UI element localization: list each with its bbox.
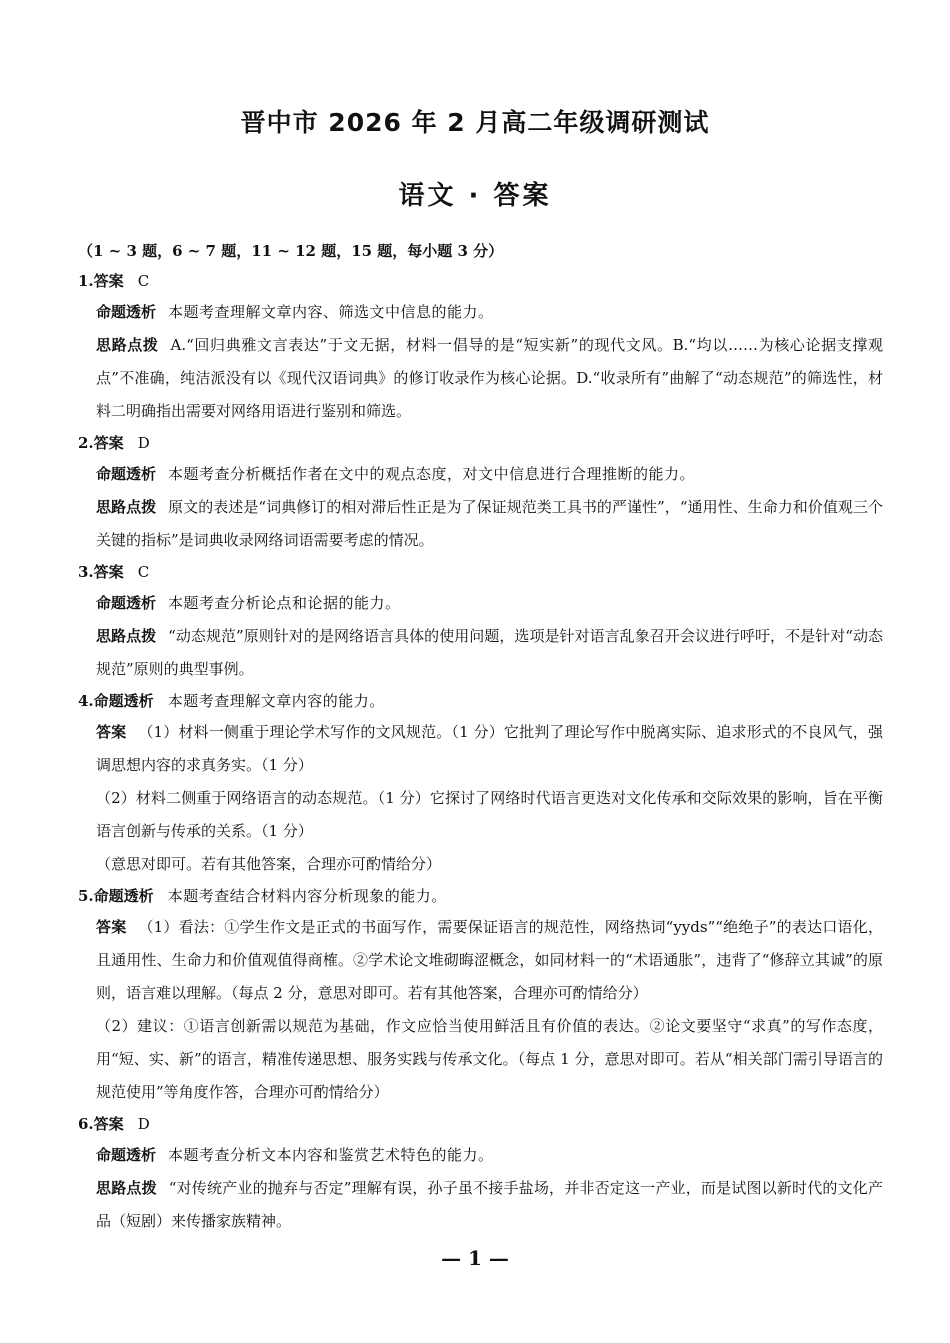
hint-text: “动态规范”原则针对的是网络语言具体的使用问题，选项是针对语言乱象召开会议进行呼吁，不是针对“动态规范”原则的典型事例。 xyxy=(96,627,883,678)
question-5-answer-2: （2）建议：①语言创新需以规范为基础，作文应恰当使用鲜活且有价值的表达。②论文要坚守“求真”的写作态度，用“短、实、新”的语言，精准传递思想、服务实践与传承文化。（每点 1 分，意思对即可。若从“相关部门需引导语言的规范使用”等角度作答，合理亦可酌情给分） xyxy=(96,1017,883,1101)
answer-label: 答案 xyxy=(93,434,124,452)
hint-label: 思路点拨 xyxy=(96,1179,157,1197)
intent-label: 命题透析 xyxy=(96,1146,157,1164)
question-number: 6. xyxy=(78,1115,94,1133)
answer-label: 答案 xyxy=(93,272,124,290)
question-4-answer-1 xyxy=(96,716,883,782)
answer-label: 答案 xyxy=(96,918,127,936)
question-4-answer-2: （2）材料二侧重于网络语言的动态规范。（1 分）它探讨了网络时代语言更迭对文化传承和交际效果的影响，旨在平衡语言创新与传承的关系。（1 分） xyxy=(96,789,883,840)
answer-content xyxy=(78,236,883,1238)
question-number: 3. xyxy=(78,563,94,581)
question-2-hint xyxy=(96,491,883,557)
hint-text: “对传统产业的抛弃与否定”理解有误，孙子虽不接手盐场，并非否定这一产业，而是试图以新时代的文化产品（短剧）来传播家族精神。 xyxy=(96,1179,883,1230)
question-1-header xyxy=(78,266,883,296)
question-3-header xyxy=(78,557,883,587)
question-number: 1. xyxy=(78,272,94,290)
answer-value: D xyxy=(137,1115,150,1133)
question-4-answer-note: （意思对即可。若有其他答案，合理亦可酌情给分） xyxy=(96,855,442,873)
answer-value: D xyxy=(137,434,150,452)
question-number: 4. xyxy=(78,692,94,710)
answer-value: C xyxy=(137,272,150,290)
question-5-answer-1 xyxy=(96,911,883,1010)
hint-label: 思路点拨 xyxy=(96,498,157,516)
question-5-header xyxy=(78,881,883,911)
answer-label: 答案 xyxy=(93,563,124,581)
intent-label: 命题透析 xyxy=(93,692,154,710)
page-subtitle: 语文 · 答案 xyxy=(398,181,552,211)
intent-text: 本题考查结合材料内容分析现象的能力。 xyxy=(167,887,447,905)
intent-text: 本题考查分析论点和论据的能力。 xyxy=(168,594,401,612)
answer-label: 答案 xyxy=(96,723,127,741)
question-6-intent xyxy=(96,1139,883,1172)
hint-text: 原文的表述是“词典修订的相对滞后性正是为了保证规范类工具书的严谨性”，“通用性、生命力和价值观三个关键的指标”是词典收录网络词语需要考虑的情况。 xyxy=(96,498,883,549)
intent-label: 命题透析 xyxy=(96,465,157,483)
answer-text: （1）看法：①学生作文是正式的书面写作，需要保证语言的规范性，网络热词“yyds”“绝绝子”的表达口语化，且通用性、生命力和价值观值得商榷。②学术论文堆砌晦涩概念，如同材料一的“术语通胀”，违背了“修辞立其诚”的原则，语言难以理解。（每点 2 分，意思对即可。若有其他答案，合理亦可酌情给分） xyxy=(96,918,883,1002)
question-1-hint xyxy=(96,329,883,428)
intent-text: 本题考查分析概括作者在文中的观点态度，对文中信息进行合理推断的能力。 xyxy=(168,465,696,483)
question-6-hint xyxy=(96,1172,883,1238)
answer-value: C xyxy=(137,563,150,581)
intent-text: 本题考查理解文章内容、筛选文中信息的能力。 xyxy=(168,303,494,321)
question-6-header xyxy=(78,1109,883,1139)
hint-label: 思路点拨 xyxy=(96,336,159,354)
question-number: 2. xyxy=(78,434,94,452)
question-2-header xyxy=(78,428,883,458)
score-note: （1 ~ 3 题，6 ~ 7 题，11 ~ 12 题，15 题，每小题 3 分） xyxy=(78,242,504,260)
answer-text: （1）材料一侧重于理论学术写作的文风规范。（1 分）它批判了理论写作中脱离实际、追求形式的不良风气，强调思想内容的求真务实。（1 分） xyxy=(96,723,883,774)
answer-label: 答案 xyxy=(93,1115,124,1133)
page-number: — 1 — xyxy=(441,1246,509,1270)
question-3-intent xyxy=(96,587,883,620)
intent-label: 命题透析 xyxy=(93,887,154,905)
intent-label: 命题透析 xyxy=(96,303,157,321)
intent-text: 本题考查分析文本内容和鉴赏艺术特色的能力。 xyxy=(168,1146,494,1164)
hint-text: A.“回归典雅文言表达”于文无据，材料一倡导的是“短实新”的现代文风。B.“均以……为核心论据支撑观点”不准确，纯洁派没有以《现代汉语词典》的修订收录作为核心论据。D.“收录所有”曲解了“动态规范”的筛选性，材料二明确指出需要对网络用语进行鉴别和筛选。 xyxy=(96,336,883,420)
hint-label: 思路点拨 xyxy=(96,627,157,645)
intent-label: 命题透析 xyxy=(96,594,157,612)
intent-text: 本题考查理解文章内容的能力。 xyxy=(167,692,385,710)
question-number: 5. xyxy=(78,887,94,905)
question-1-intent xyxy=(96,296,883,329)
question-2-intent xyxy=(96,458,883,491)
question-4-header xyxy=(78,686,883,716)
question-3-hint xyxy=(96,620,883,686)
page-title: 晋中市 2026 年 2 月高二年级调研测试 xyxy=(240,108,710,137)
